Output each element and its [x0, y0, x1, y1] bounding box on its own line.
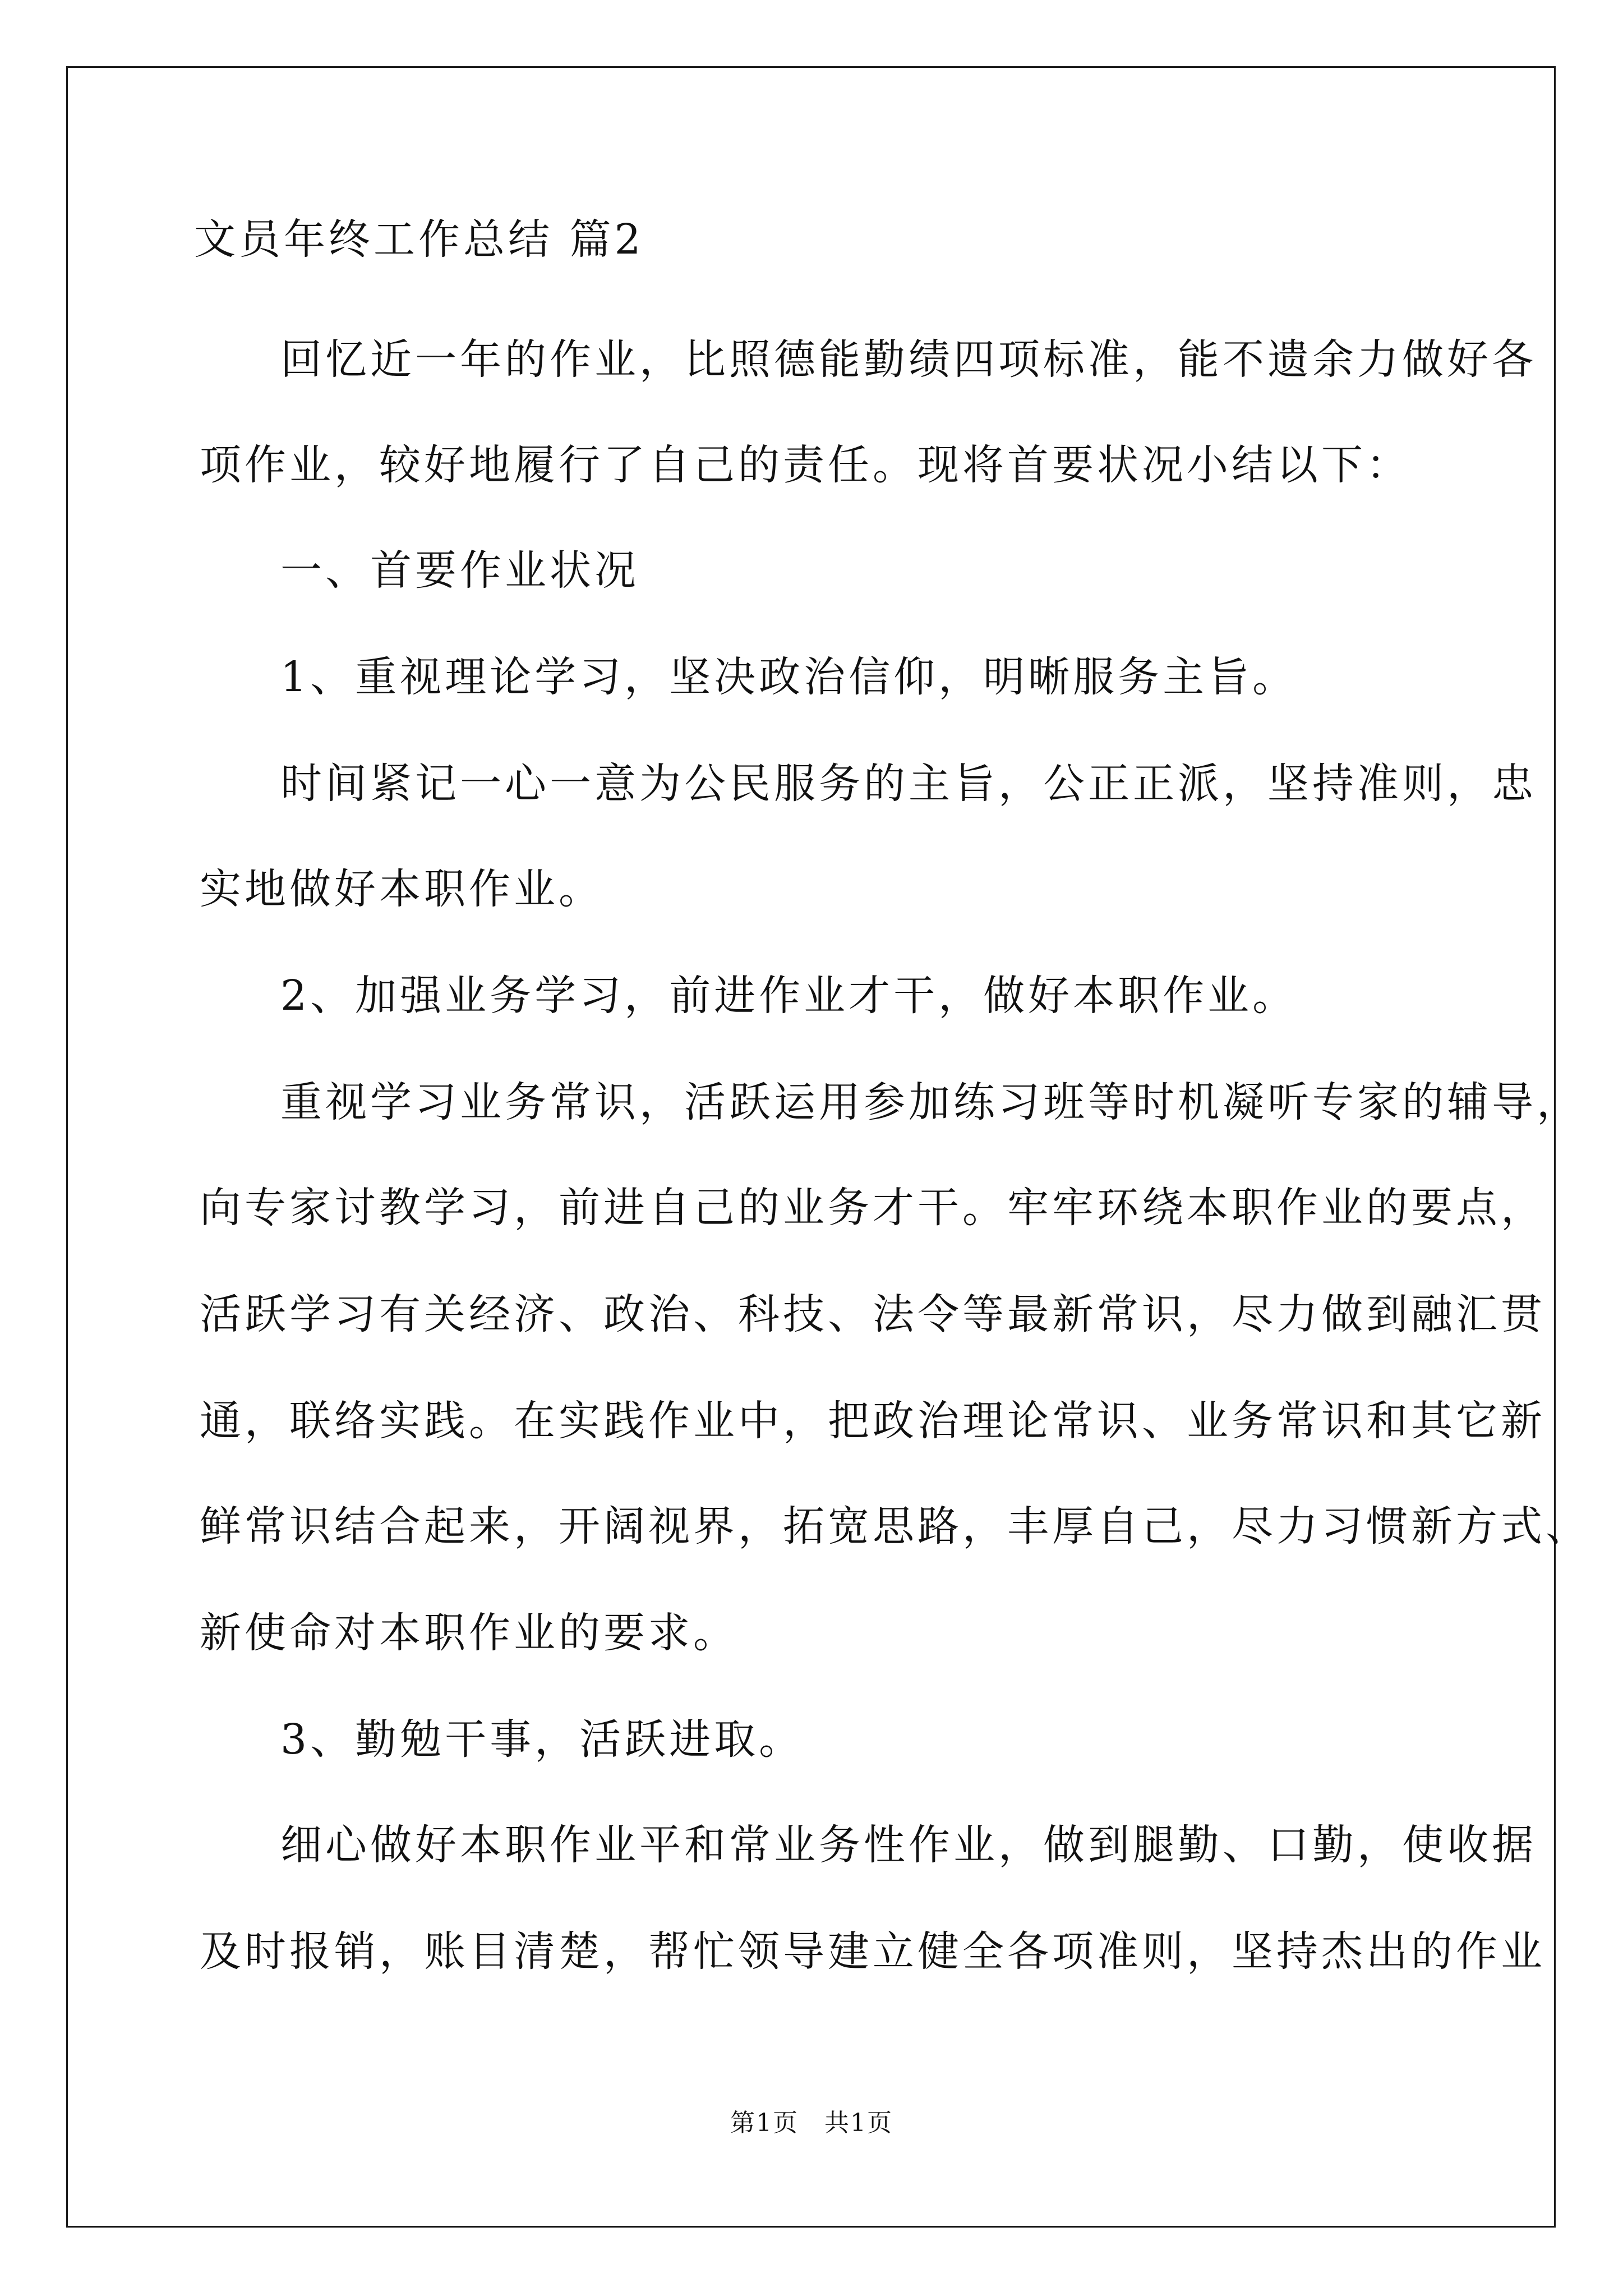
subsection-heading: 1、重视理论学习，坚决政治信仰，明晰服务主旨。 — [280, 653, 1298, 701]
paragraph-line: 时间紧记一心一意为公民服务的主旨，公正正派，坚持准则，忠 — [280, 760, 1537, 808]
paragraph-line: 实地做好本职作业。 — [200, 865, 603, 913]
paragraph-line: 新使命对本职作业的要求。 — [200, 1609, 738, 1657]
paragraph-line: 向专家讨教学习，前进自己的业务才干。牢牢环绕本职作业的要点， — [200, 1184, 1546, 1232]
subsection-heading: 3、勤勉干事，活跃进取。 — [280, 1715, 804, 1764]
document-title: 文员年终工作总结 篇2 — [194, 215, 644, 264]
paragraph-line: 回忆近一年的作业，比照德能勤绩四项标准，能不遗余力做好各 — [280, 335, 1537, 384]
page-number-footer: 第1页 共1页 — [730, 2109, 893, 2137]
paragraph-line: 及时报销，账目清楚，帮忙领导建立健全各项准则，坚持杰出的作业 — [200, 1927, 1546, 1976]
paragraph-line: 重视学习业务常识，活跃运用参加练习班等时机凝听专家的辅导， — [280, 1078, 1581, 1126]
subsection-heading: 2、加强业务学习，前进作业才干，做好本职作业。 — [280, 972, 1298, 1020]
paragraph-line: 活跃学习有关经济、政治、科技、法令等最新常识，尽力做到融汇贯 — [200, 1290, 1546, 1338]
section-heading: 一、首要作业状况 — [280, 546, 639, 595]
paragraph-line: 细心做好本职作业平和常业务性作业，做到腿勤、口勤，使收据 — [280, 1821, 1537, 1869]
paragraph-line: 通，联络实践。在实践作业中，把政治理论常识、业务常识和其它新 — [200, 1397, 1546, 1445]
paragraph-line: 项作业，较好地履行了自己的责任。现将首要状况小结以下： — [200, 441, 1411, 489]
page-border — [66, 66, 1556, 2228]
paragraph-line: 鲜常识结合起来，开阔视界，拓宽思路，丰厚自己，尽力习惯新方式、 — [200, 1502, 1590, 1550]
